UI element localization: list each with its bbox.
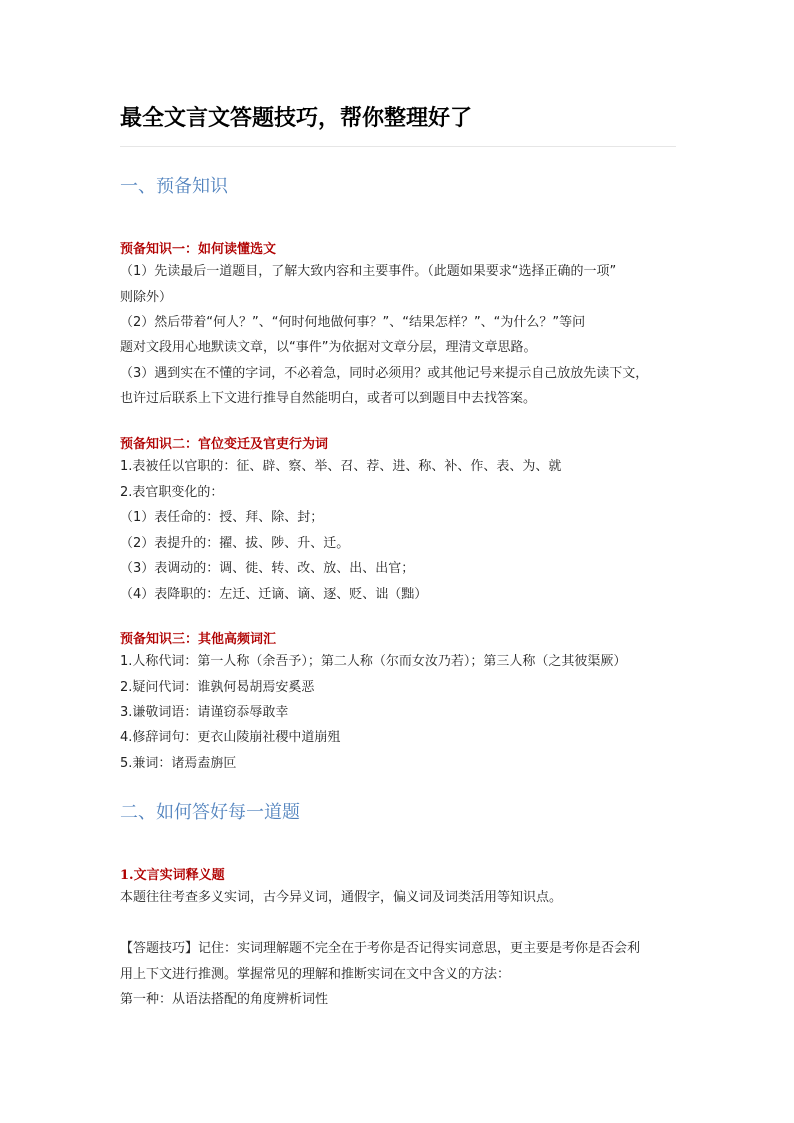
list-item: 5.兼词：诸焉盍旃叵	[120, 756, 237, 771]
list-item: （4）表降职的：左迁、迁谪、谪、逐、贬、诎（黜）	[120, 587, 428, 602]
paragraph-line: 用上下文进行推测。掌握常见的理解和推断实词在文中含义的方法：	[120, 967, 511, 982]
subsection-title-k3: 预备知识三：其他高频词汇	[120, 632, 277, 647]
list-item: （3）表调动的：调、徙、转、改、放、出、出官；	[120, 561, 415, 576]
list-item: （1）表任命的：授、拜、除、封；	[120, 510, 324, 525]
paragraph-line: （2）然后带着“何人？”、“何时何地做何事？”、“结果怎样？”、“为什么？”等问	[120, 315, 586, 330]
list-item: 3.谦敬词语：请谨窃忝辱敢幸	[120, 705, 289, 720]
list-item: 1.人称代词：第一人称（余吾予）；第二人称（尔而女汝乃若）；第三人称（之其彼渠厥）	[120, 654, 627, 669]
paragraph-line: 第一种：从语法搭配的角度辨析词性	[120, 992, 329, 1007]
paragraph-line: 则除外）	[120, 290, 173, 305]
paragraph-line: （1）先读最后一道题目，了解大致内容和主要事件。（此题如果要求“选择正确的一项”	[120, 264, 617, 279]
list-item: 1.表被任以官职的：征、辟、察、举、召、荐、进、称、补、作、表、为、就	[120, 459, 562, 474]
paragraph-line: 【答题技巧】记住：实词理解题不完全在于考你是否记得实词意思，更主要是考你是否会利	[120, 941, 641, 956]
list-item: 4.修辞词句：更衣山陵崩社稷中道崩殂	[120, 730, 341, 745]
title-divider	[120, 146, 676, 147]
paragraph-line: （3）遇到实在不懂的字词，不必着急，同时必须用？或其他记号来提示自己放放先读下文，	[120, 366, 649, 381]
list-item: （2）表提升的：擢、拔、陟、升、迁。	[120, 536, 350, 551]
paragraph-line: 题对文段用心地默读文章，以“事件”为依据对文章分层，理清文章思路。	[120, 340, 537, 355]
subsection-title-q1: 1.文言实词释义题	[120, 868, 225, 883]
section-heading-2: 二、如何答好每一道题	[120, 802, 300, 823]
section-heading-1: 一、预备知识	[120, 176, 228, 197]
paragraph-line: 也许过后联系上下文进行推导自然能明白，或者可以到题目中去找答案。	[120, 391, 537, 406]
subsection-title-k1: 预备知识一：如何读懂选文	[120, 242, 277, 257]
list-item: 2.表官职变化的：	[120, 485, 224, 500]
list-item: 2.疑问代词：谁孰何曷胡焉安奚恶	[120, 680, 315, 695]
page-title: 最全文言文答题技巧，帮你整理好了	[120, 105, 473, 131]
subsection-title-k2: 预备知识二：官位变迁及官吏行为词	[120, 437, 329, 452]
paragraph-line: 本题往往考查多义实词，古今异义词，通假字，偏义词及词类活用等知识点。	[120, 890, 563, 905]
